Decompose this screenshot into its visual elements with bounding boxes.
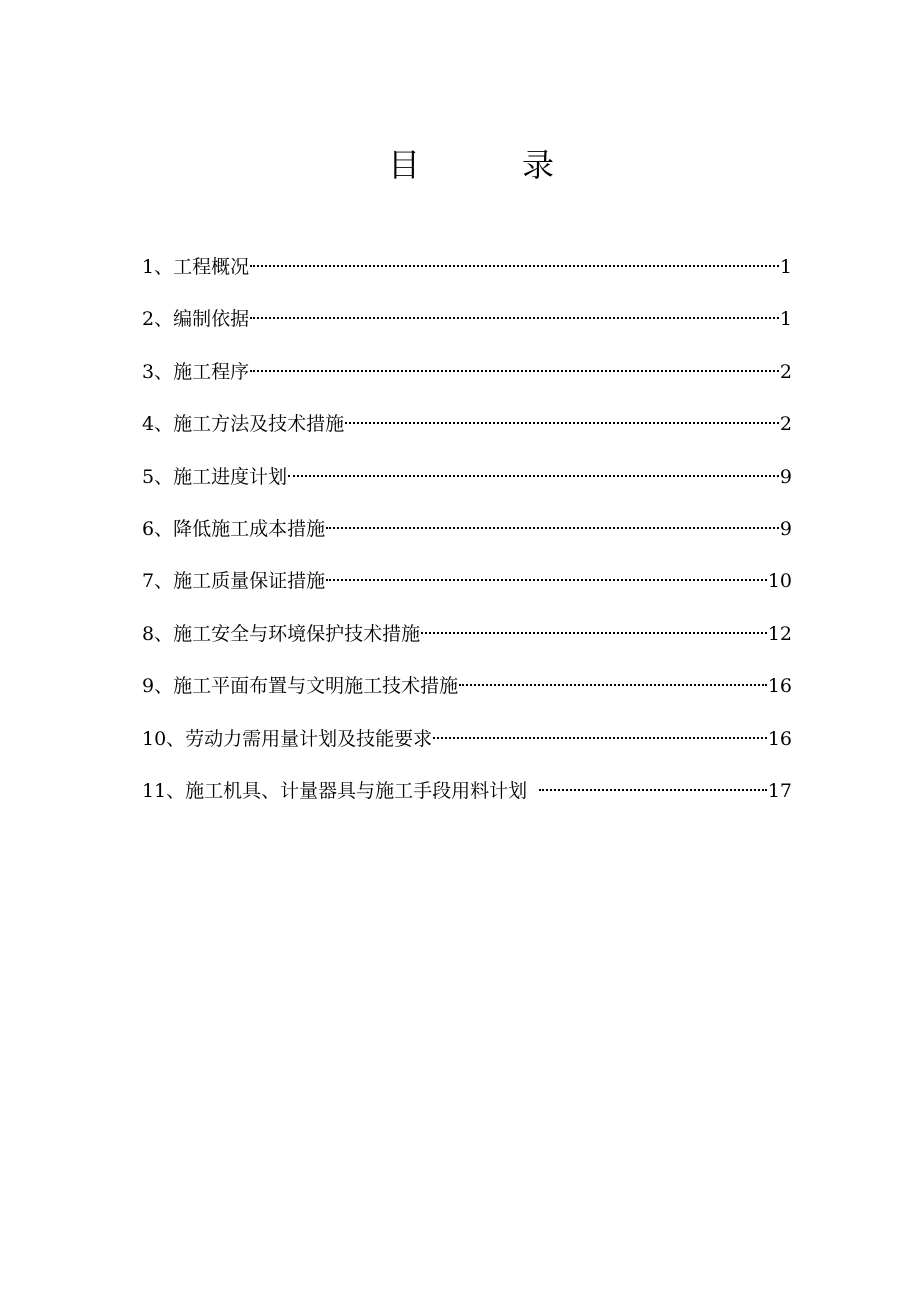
toc-entry-label: 5、施工进度计划	[142, 465, 288, 488]
title-char-2: 录	[522, 146, 555, 184]
toc-entry-2[interactable]	[142, 304, 792, 356]
toc-dot-leader	[433, 737, 767, 739]
toc-entry-10[interactable]	[142, 724, 792, 776]
toc-entry-6[interactable]	[142, 514, 792, 566]
toc-dot-leader	[421, 632, 767, 634]
toc-entry-label: 1、工程概况	[142, 256, 250, 278]
toc-entry-label: 7、施工质量保证措施	[142, 570, 326, 593]
toc-dot-leader	[326, 579, 767, 581]
toc-entry-page: 17	[767, 779, 792, 802]
toc-entry-label: 2、编制依据	[142, 308, 250, 331]
toc-entry-8[interactable]	[142, 619, 792, 671]
toc-dot-leader	[345, 422, 779, 424]
table-of-contents	[142, 252, 792, 828]
title-char-1: 目	[388, 146, 421, 184]
toc-entry-label: 6、降低施工成本措施	[142, 517, 326, 540]
toc-entry-label: 11、施工机具、计量器具与施工手段用料计划	[142, 779, 528, 802]
toc-entry-page: 9	[779, 517, 792, 540]
toc-entry-page: 1	[779, 308, 792, 331]
toc-entry-4[interactable]	[142, 409, 792, 461]
toc-entry-page: 16	[767, 727, 792, 750]
toc-entry-page: 10	[767, 570, 792, 593]
toc-dot-leader	[326, 527, 779, 529]
toc-dot-leader	[288, 475, 779, 477]
toc-dot-leader	[459, 684, 767, 686]
toc-entry-7[interactable]	[142, 566, 792, 618]
toc-entry-page: 9	[779, 465, 792, 488]
toc-dot-leader	[539, 789, 767, 791]
toc-entry-label: 3、施工程序	[142, 360, 250, 383]
toc-entry-page: 2	[779, 360, 792, 383]
toc-dot-leader	[250, 370, 779, 372]
toc-entry-page: 12	[767, 622, 792, 645]
page-title	[0, 140, 920, 190]
toc-entry-5[interactable]	[142, 462, 792, 514]
toc-entry-page: 1	[779, 256, 792, 278]
toc-entry-page: 2	[779, 413, 792, 436]
toc-entry-page: 16	[767, 675, 792, 698]
toc-dot-leader	[250, 265, 779, 267]
toc-entry-9[interactable]	[142, 671, 792, 723]
toc-entry-label: 4、施工方法及技术措施	[142, 413, 345, 436]
toc-entry-label: 10、劳动力需用量计划及技能要求	[142, 727, 433, 750]
toc-entry-label: 8、施工安全与环境保护技术措施	[142, 622, 421, 645]
toc-entry-3[interactable]	[142, 357, 792, 409]
toc-dot-leader	[250, 317, 779, 319]
toc-entry-11[interactable]	[142, 776, 792, 828]
toc-entry-1[interactable]	[142, 252, 792, 304]
toc-entry-label: 9、施工平面布置与文明施工技术措施	[142, 675, 459, 698]
